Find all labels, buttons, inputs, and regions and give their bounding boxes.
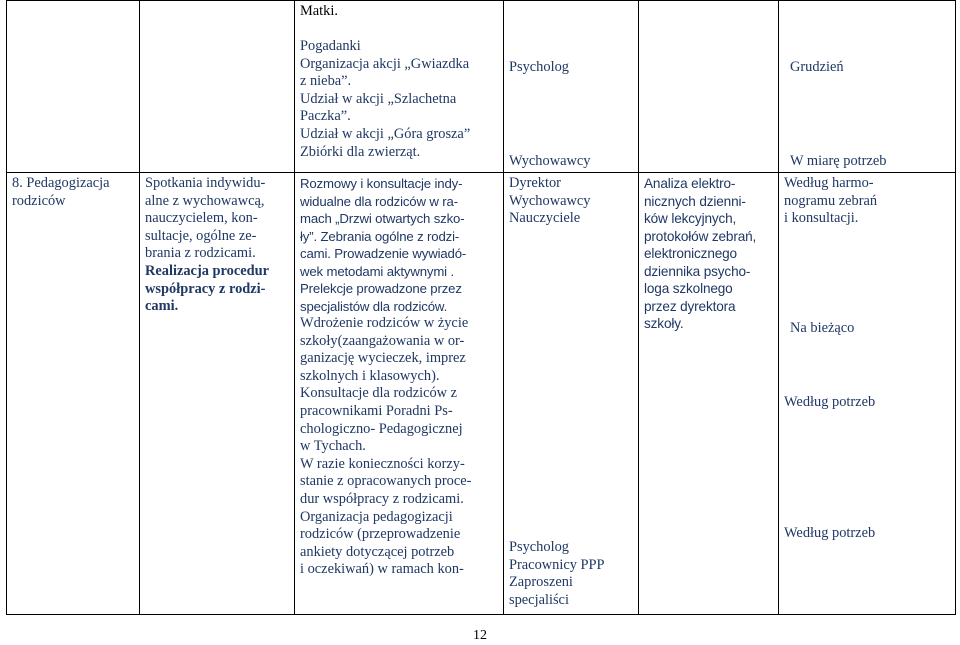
evaluation-line: elektronicznego: [644, 246, 737, 261]
timing-line: Według harmo-: [784, 175, 874, 191]
actions-line: szkoły(zaangażowania w or-: [300, 332, 465, 349]
cell-top-0: [7, 1, 140, 173]
timing-line: i konsultacji.: [784, 210, 859, 227]
actions-line: dur współpracy z rodzicami.: [300, 490, 464, 507]
actions-line: w Tychach.: [300, 438, 366, 455]
responsible-line: specjaliści: [509, 591, 569, 608]
topic-text: 8. Pedagogizacja rodziców: [12, 175, 110, 209]
evaluation-line: Analiza elektro-: [644, 176, 736, 191]
action-line: Paczka”.: [300, 108, 351, 125]
cell-top-4: [639, 1, 779, 173]
cell-evaluation: [639, 173, 779, 615]
responsible-line: Zaproszeni: [509, 574, 573, 591]
actions-line: rodziców (przeprowadzenie: [300, 526, 461, 543]
actions-line: pracownikami Poradni Ps-: [300, 402, 453, 419]
actions-line: Wdrożenie rodziców w życie: [300, 315, 469, 331]
responsible-line: Pracownicy PPP: [509, 556, 605, 573]
cell-top-3: [504, 1, 639, 173]
actions-line: specjalistów dla rodziców.: [300, 298, 448, 314]
timing-biezaco: Na bieżąco: [790, 320, 855, 336]
evaluation-line: loga szkolnego: [644, 281, 733, 296]
actions-line: stanie z opracowanych proce-: [300, 473, 472, 490]
matki-text: Matki.: [300, 3, 338, 19]
evaluation-line: szkoły.: [644, 316, 684, 331]
forms-bold-line: Realizacja procedur: [145, 262, 270, 279]
actions-line: Konsultacje dla rodziców z: [300, 385, 458, 402]
forms-line: brania z rodzicami.: [145, 245, 256, 262]
actions-line: ganizację wycieczek, imprez: [300, 350, 466, 367]
wychowawcy-text: Wychowawcy: [509, 153, 591, 169]
responsible-line: Wychowawcy: [509, 192, 591, 209]
cell-top-2: [295, 1, 504, 173]
plan-table: [6, 0, 956, 615]
cell-responsible: [504, 173, 639, 615]
action-line: z nieba”.: [300, 73, 352, 90]
evaluation-line: protokołów zebrań,: [644, 228, 757, 244]
page-number: 12: [473, 628, 487, 643]
actions-line: ankiety dotyczącej potrzeb: [300, 543, 455, 560]
action-line: Udział w akcji „Góra grosza”: [300, 125, 471, 142]
actions-line: widualne dla rodziców w ra-: [300, 193, 458, 209]
table-row-pedagogizacja: [7, 173, 956, 615]
actions-line: wek metodami aktywnymi .: [300, 263, 454, 279]
grudzien-text: Grudzień: [790, 59, 844, 75]
responsible-line: Psycholog: [509, 539, 569, 555]
timing-harmonogram: [784, 175, 951, 228]
table-row-top: [7, 1, 956, 173]
timing-potrzeb-2: Według potrzeb: [784, 525, 876, 541]
cell-timing: [779, 173, 956, 615]
w-miare-potrzeb-text: W miarę potrzeb: [790, 153, 887, 169]
evaluation-line: przez dyrektora: [644, 298, 736, 314]
forms-line: sultacje, ogólne ze-: [145, 227, 257, 244]
forms-bold-line: współpracy z rodzi-: [145, 280, 266, 297]
cell-top-5: [779, 1, 956, 173]
cell-topic: [7, 173, 140, 615]
forms-line: Spotkania indywidu-: [145, 175, 266, 191]
actions-line: ły”. Zebrania ogólne z rodzi-: [300, 228, 460, 244]
actions-list: [300, 38, 470, 161]
forms-line: nauczycielem, kon-: [145, 210, 258, 227]
evaluation-line: nicznych dzienni-: [644, 193, 746, 209]
action-line: Udział w akcji „Szlachetna: [300, 90, 457, 107]
forms-line: alne z wychowawcą,: [145, 192, 265, 209]
timing-line: nogramu zebrań: [784, 192, 878, 209]
responsible-line: Nauczyciele: [509, 210, 581, 227]
responsible-line: Dyrektor: [509, 175, 561, 191]
actions-line: mach „Drzwi otwartych szko-: [300, 211, 465, 226]
actions-line: cami. Prowadzenie wywiadó-: [300, 246, 467, 261]
responsible-top: [509, 175, 634, 228]
action-line: Organizacja akcji „Gwiazdka: [300, 55, 470, 72]
responsible-bottom: [509, 539, 605, 609]
evaluation-line: ków lekcyjnych,: [644, 211, 737, 226]
actions-line: Rozmowy i konsultacje indy-: [300, 176, 463, 191]
actions-line: Prelekcje prowadzone przez: [300, 281, 462, 296]
evaluation-line: dziennika psycho-: [644, 263, 751, 279]
actions-line: szkolnych i klasowych).: [300, 367, 440, 384]
psycholog-text: Psycholog: [509, 59, 569, 75]
action-line: Pogadanki: [300, 38, 361, 54]
cell-actions: [295, 173, 504, 615]
actions-line: Organizacja pedagogizacji: [300, 508, 453, 525]
timing-potrzeb-1: Według potrzeb: [784, 394, 876, 410]
actions-line: chologiczno- Pedagogicznej: [300, 420, 463, 437]
forms-bold-line: cami.: [145, 298, 179, 315]
cell-forms: [140, 173, 295, 615]
actions-line: W razie konieczności korzy-: [300, 455, 465, 472]
cell-top-1: [140, 1, 295, 173]
action-line: Zbiórki dla zwierząt.: [300, 143, 421, 160]
actions-line: i oczekiwań) w ramach kon-: [300, 561, 464, 578]
